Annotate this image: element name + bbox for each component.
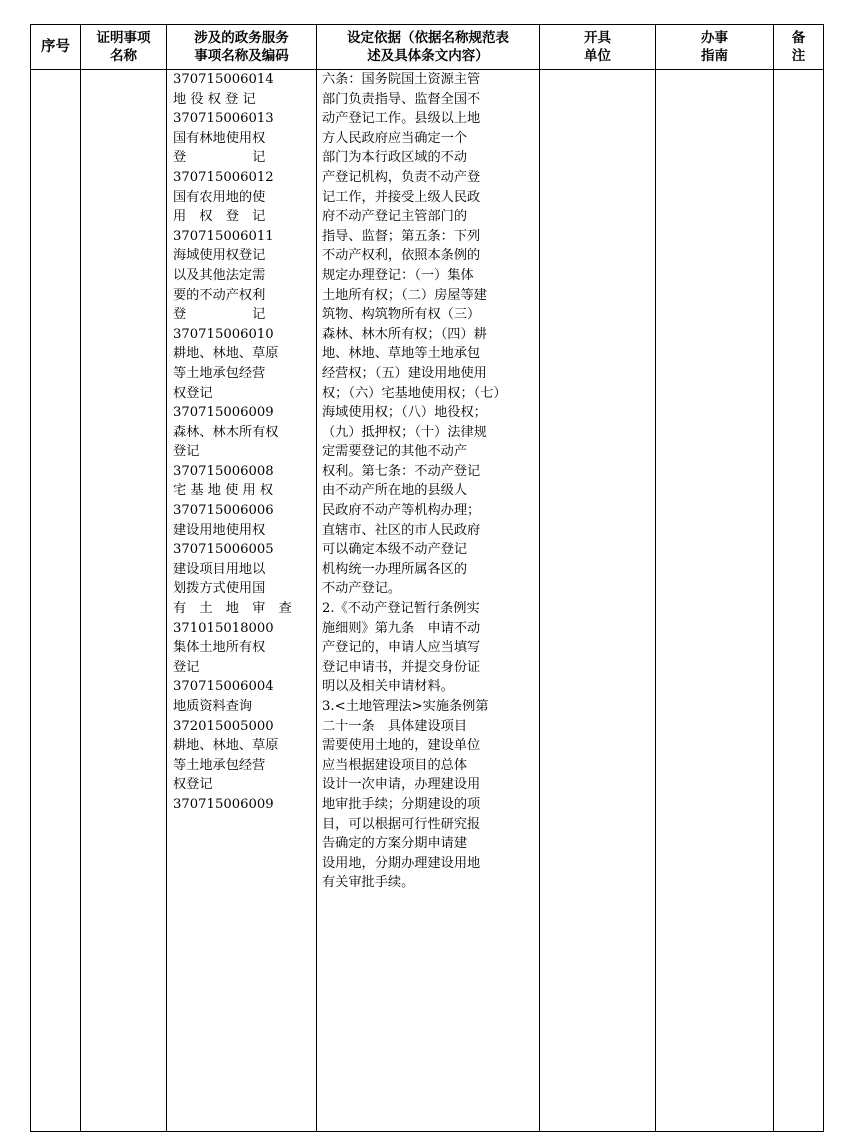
- service-item-line: 371015018000: [173, 620, 274, 636]
- service-item-line: 370715006004: [173, 679, 274, 695]
- service-item-line: 登记: [173, 659, 200, 675]
- basis-text-line: 土地所有权；（二）房屋等建: [322, 287, 487, 303]
- service-item-line: 建设用地使用权: [173, 522, 266, 538]
- basis-text-line: 权利。第七条：不动产登记: [322, 463, 481, 479]
- service-item-line: 登 记: [173, 150, 266, 166]
- service-item-line: 等土地承包经营: [173, 365, 266, 381]
- basis-text-line: 告确定的方案分期申请建: [322, 836, 468, 852]
- basis-text-line: 直辖市、社区的市人民政府: [322, 522, 481, 538]
- service-item-line: 等土地承包经营: [173, 757, 266, 773]
- basis-text-line: 可以确定本级不动产登记: [322, 542, 468, 558]
- basis-text-line: 森林、林木所有权；（四）耕: [322, 326, 487, 342]
- basis-text-line: 2.《不动产登记暂行条例实: [322, 601, 480, 617]
- service-item-line: 370715006008: [173, 463, 274, 479]
- service-item-line: 国有林地使用权: [173, 130, 266, 146]
- basis-text-line: 地审批手续；分期建设的项: [322, 796, 481, 812]
- service-item-line: 登 记: [173, 307, 266, 323]
- service-item-line: 370715006013: [173, 111, 274, 127]
- service-item-line: 海域使用权登记: [173, 248, 266, 264]
- service-item-line: 有 土 地 审 查: [173, 601, 292, 617]
- basis-text-line: 登记申请书，并提交身份证: [322, 659, 481, 675]
- basis-text-line: 权；（六）宅基地使用权；（七）: [322, 385, 507, 401]
- basis-text-line: 施细则》第九条 申请不动: [322, 620, 481, 636]
- service-item-line: 370715006009: [173, 796, 274, 812]
- header-row: [31, 25, 824, 70]
- header-issuer: 开具 单位: [540, 25, 656, 70]
- basis-text-line: 定需要登记的其他不动产: [322, 444, 468, 460]
- basis-text-line: 动产登记工作。县级以上地: [322, 111, 481, 127]
- basis-text-line: 筑物、构筑物所有权（三）: [322, 307, 481, 323]
- service-item-line: 划拨方式使用国: [173, 581, 266, 597]
- service-item-line: 370715006014: [173, 72, 274, 87]
- service-item-line: 集体土地所有权: [173, 640, 266, 656]
- service-item-line: 要的不动产权利: [173, 287, 266, 303]
- service-item-line: 耕地、林地、草原: [173, 738, 279, 754]
- document-page: [30, 24, 823, 1132]
- service-item-line: 372015005000: [173, 718, 274, 734]
- header-basis: 设定依据（依据名称规范表 述及具体条文内容）: [317, 25, 540, 70]
- basis-text-line: 设计一次申请，办理建设用: [322, 777, 481, 793]
- basis-text-line: 应当根据建设项目的总体: [322, 757, 468, 773]
- header-cert-name: 证明事项 名称: [81, 25, 167, 70]
- service-item-line: 地质资料查询: [173, 699, 253, 714]
- header-seq: 序号: [31, 25, 81, 70]
- service-item-line: 建设项目用地以: [173, 561, 266, 577]
- service-item-line: 370715006009: [173, 405, 274, 421]
- service-item-line: 370715006011: [173, 228, 274, 244]
- basis-text-line: 3.<土地管理法>实施条例第: [322, 699, 489, 714]
- basis-text-line: 明以及相关申请材料。: [322, 679, 454, 695]
- basis-text-line: 经营权；（五）建设用地使用: [322, 365, 487, 381]
- basis-text-line: 民政府不动产等机构办理；: [322, 503, 481, 519]
- service-item-line: 370715006012: [173, 169, 274, 185]
- service-item-line: 地 役 权 登 记: [173, 91, 256, 107]
- service-item-line: 370715006010: [173, 326, 274, 342]
- service-item-line: 370715006005: [173, 542, 274, 558]
- service-item-line: 国有农用地的使: [173, 189, 266, 205]
- basis-text-line: 府不动产登记主管部门的: [322, 209, 468, 225]
- basis-text-line: 规定办理登记：（一）集体: [322, 267, 474, 283]
- cell-seq: [31, 70, 81, 1132]
- basis-text-line: 目，可以根据可行性研究报: [322, 816, 481, 832]
- service-item-line: 宅 基 地 使 用 权: [173, 483, 274, 499]
- service-item-line: 370715006006: [173, 503, 274, 519]
- service-item-line: 用 权 登 记: [173, 209, 266, 225]
- service-item-line: 登记: [173, 444, 200, 460]
- basis-text-line: 部门为本行政区域的不动: [322, 150, 468, 166]
- certification-table: [30, 24, 824, 1132]
- basis-text-line: 设用地，分期办理建设用地: [322, 855, 481, 871]
- basis-text-line: 方人民政府应当确定一个: [322, 130, 468, 146]
- basis-text-line: 记工作，并接受上级人民政: [322, 189, 481, 205]
- header-guide: 办事 指南: [656, 25, 774, 70]
- basis-text-line: 不动产登记。: [322, 581, 402, 597]
- basis-text-line: 不动产权利，依照本条例的: [322, 248, 481, 264]
- basis-text-line: （九）抵押权；（十）法律规: [322, 424, 487, 440]
- service-item-line: 权登记: [173, 385, 213, 401]
- basis-text-line: 地、林地、草地等土地承包: [322, 346, 481, 362]
- basis-text-line: 产登记的，申请人应当填写: [322, 640, 481, 656]
- cell-basis: [317, 70, 540, 1132]
- basis-text-line: 部门负责指导、监督全国不: [322, 91, 481, 107]
- table-row: [31, 70, 824, 1132]
- header-remark: 备 注: [774, 25, 824, 70]
- basis-text-line: 产登记机构，负责不动产登: [322, 169, 481, 185]
- basis-text-line: 需要使用土地的，建设单位: [322, 738, 481, 754]
- basis-text-line: 机构统一办理所属各区的: [322, 561, 468, 577]
- basis-text-line: 有关审批手续。: [322, 875, 415, 891]
- basis-text-line: 六条：国务院国土资源主管: [322, 72, 481, 87]
- cell-service-items: [167, 70, 317, 1132]
- cell-issuer: [540, 70, 656, 1132]
- basis-text-line: 海域使用权；（八）地役权；: [322, 405, 487, 421]
- cell-cert-name: [81, 70, 167, 1132]
- basis-text: [317, 70, 539, 893]
- cell-guide: [656, 70, 774, 1132]
- service-item-line: 以及其他法定需: [173, 267, 266, 283]
- basis-text-line: 由不动产所在地的县级人: [322, 483, 468, 499]
- service-items-text: [167, 70, 316, 815]
- basis-text-line: 二十一条 具体建设项目: [322, 718, 468, 734]
- cell-remark: [774, 70, 824, 1132]
- service-item-line: 森林、林木所有权: [173, 424, 279, 440]
- header-service-items: 涉及的政务服务 事项名称及编码: [167, 25, 317, 70]
- service-item-line: 耕地、林地、草原: [173, 346, 279, 362]
- service-item-line: 权登记: [173, 777, 213, 793]
- basis-text-line: 指导、监督；第五条：下列: [322, 228, 481, 244]
